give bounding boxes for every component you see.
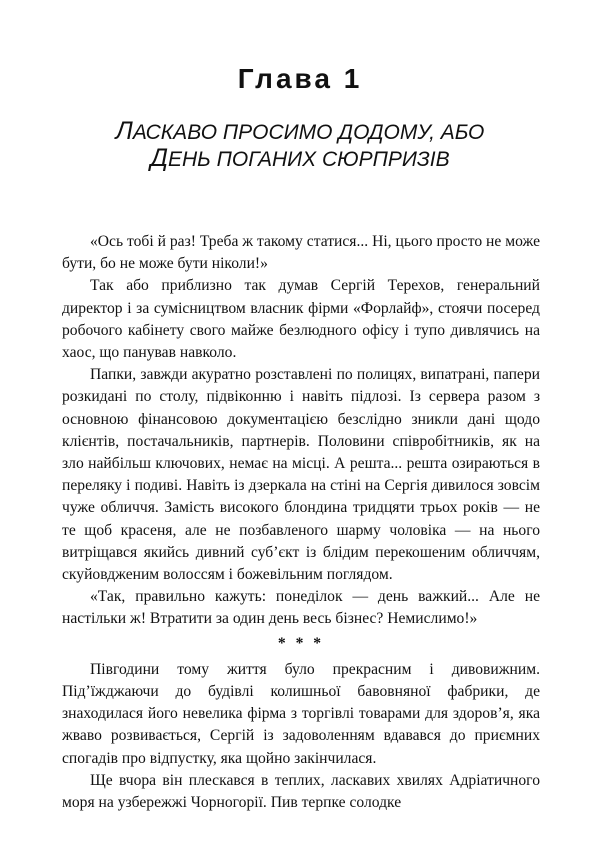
- paragraph: Ще вчора він плескався в теплих, ласкавих хвилях Адріатичного моря на узбережжі Чорногорії. Пив терпке солодке: [62, 771, 540, 812]
- section-separator: * * *: [277, 634, 325, 652]
- paragraph: «Так, правильно кажуть: понеділок — день важкий... Але не настільки ж! Втратити за один день весь бізнес? Немислимо!»: [62, 588, 540, 628]
- subtitle-line-1-initial: Л: [115, 117, 133, 145]
- body-text: [62, 231, 540, 814]
- subtitle-line-2-rest: ЕНЬ ПОГАНИХ СЮРПРИЗІВ: [167, 148, 450, 171]
- subtitle-line-2-initial: Д: [150, 144, 168, 172]
- paragraph: «Ось тобі й раз! Треба ж такому статися... Ні, цього просто не може бути, бо не може бути ніколи!»: [62, 233, 540, 273]
- chapter-subtitle-line-2: [0, 145, 600, 173]
- chapter-subtitle-line-1: [0, 118, 600, 146]
- paragraph: Так або приблизно так думав Сергій Терехов, генеральний директор і за сумісництвом власник фірми «Форлайф», стоячи посеред робочого кабінету свого майже безлюдного офісу і тупо дивлячись на хаос, що панував навколо.: [62, 277, 540, 362]
- chapter-title: Глава 1: [237, 63, 363, 94]
- subtitle-line-1-rest: АСКАВО ПРОСИМО ДОДОМУ, АБО: [132, 121, 485, 144]
- paragraph: Півгодини тому життя було прекрасним і дивовижним. Під’їжджаючи до будівлі колишньої бавовняної фабрики, де знаходилася його невелика фірма з торгівлі товарами для здоров’я, яка жваво розвивається, Сергій із задоволенням вдавався до приємних спогадів про відпустку, яка щойно закінчилася.: [62, 660, 540, 767]
- paragraph: Папки, завжди акуратно розставлені по полицях, випатрані, папери розкидані по столу, підвіконню і навіть підлозі. Із сервера разом з основною фінансовою документацією безслідно зникли дані щодо клієнтів, постачальників, партнерів. Половини співробітників, як на зло найбільш ключових, немає на місці. А решта... решта озираються в переляку і подиві. Навіть із дзеркала на стіні на Сергія дивилося зовсім чуже обличчя. Замість високого блондина тридцяти трьох років — не те щоб красеня, але не позбавленого шарму чоловіка — на нього витріщався якийсь дивний суб’єкт із блідим перекошеним обличчям, скуйовдженим волоссям і божевільним поглядом.: [62, 366, 540, 584]
